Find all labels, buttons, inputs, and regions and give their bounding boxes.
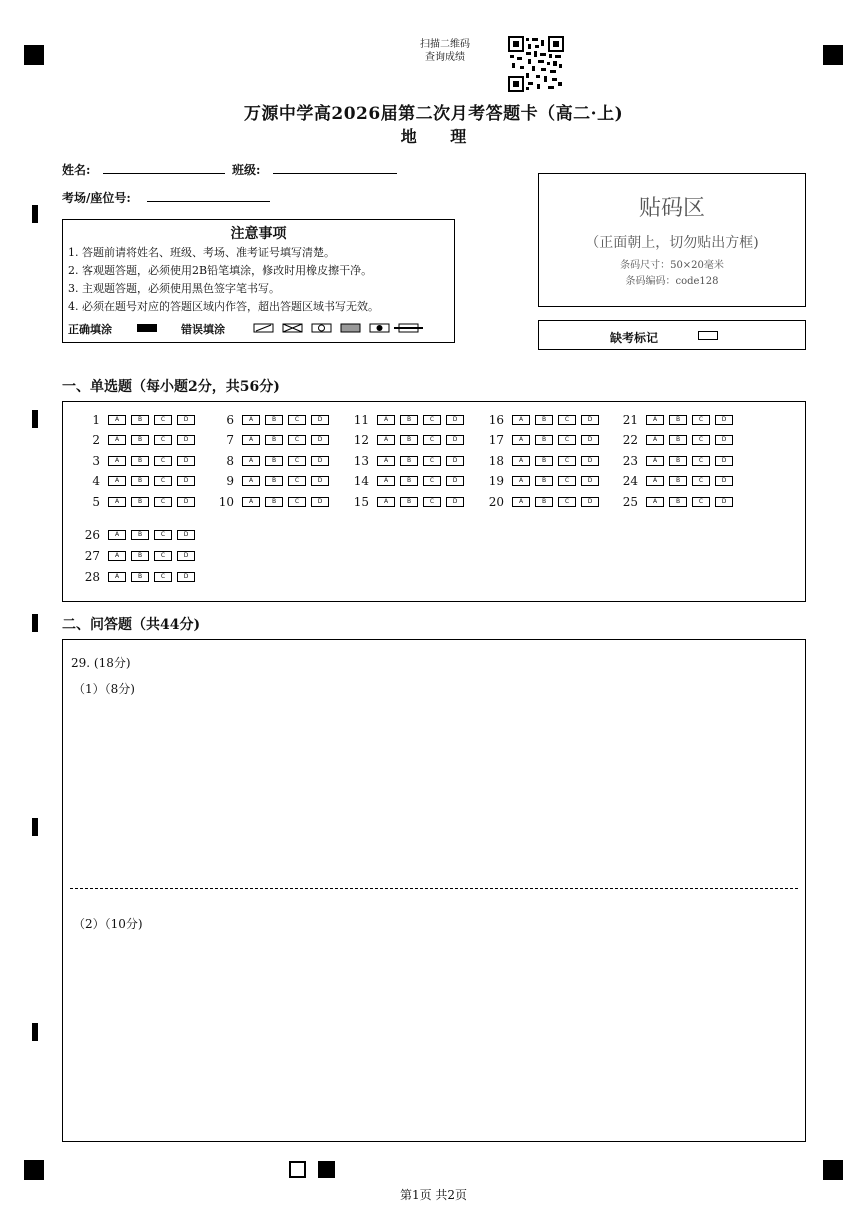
answer-bubble[interactable]: C: [288, 456, 306, 466]
answer-bubble[interactable]: A: [377, 497, 395, 507]
part-divider: [70, 888, 798, 889]
class-label: 班级:: [232, 163, 261, 177]
registration-mark-top-left: [24, 45, 44, 65]
answer-bubble[interactable]: D: [446, 476, 464, 486]
answer-bubble[interactable]: D: [177, 415, 195, 425]
answer-bubble[interactable]: C: [154, 497, 172, 507]
answer-bubble[interactable]: C: [288, 415, 306, 425]
correct-fill-label: 正确填涂: [68, 323, 112, 336]
question-number: 5: [92, 495, 100, 509]
note-item: 1. 答题前请将姓名、班级、考场、准考证号填写清楚。: [68, 246, 335, 259]
answer-bubble[interactable]: D: [177, 530, 195, 540]
barcode-area: [538, 173, 806, 307]
answer-bubble[interactable]: A: [108, 435, 126, 445]
answer-bubble[interactable]: C: [692, 456, 710, 466]
seat-field[interactable]: [147, 201, 270, 202]
answer-bubble[interactable]: B: [131, 530, 149, 540]
barcode-area-title: 贴码区: [638, 196, 705, 221]
answer-bubble[interactable]: A: [108, 530, 126, 540]
question-number: 22: [622, 433, 638, 447]
answer-bubble[interactable]: D: [311, 497, 329, 507]
name-label: 姓名:: [62, 163, 91, 177]
question-number: 27: [84, 549, 100, 563]
answer-bubble[interactable]: A: [646, 497, 664, 507]
answer-bubble[interactable]: D: [581, 415, 599, 425]
answer-bubble[interactable]: C: [423, 497, 441, 507]
answer-bubble[interactable]: B: [669, 435, 687, 445]
registration-mark-top-right: [823, 45, 843, 65]
answer-bubble[interactable]: C: [154, 551, 172, 561]
question-number: 25: [622, 495, 638, 509]
answer-bubble[interactable]: B: [535, 415, 553, 425]
footer-empty-square: [289, 1161, 306, 1178]
part-2-label: （2）（10分): [73, 917, 143, 931]
note-item: 4. 必须在题号对应的答题区域内作答，超出答题区域书写无效。: [68, 300, 379, 313]
question-number: 12: [353, 433, 369, 447]
answer-bubble[interactable]: D: [177, 572, 195, 582]
answer-bubble[interactable]: C: [558, 435, 576, 445]
subject-title: 地 理: [400, 127, 481, 146]
answer-bubble[interactable]: D: [715, 415, 733, 425]
answer-bubble[interactable]: C: [154, 456, 172, 466]
answer-bubble[interactable]: B: [131, 415, 149, 425]
answer-bubble[interactable]: D: [177, 551, 195, 561]
question-number: 16: [488, 413, 504, 427]
answer-bubble[interactable]: A: [512, 476, 530, 486]
answer-bubble[interactable]: B: [265, 476, 283, 486]
question-number: 11: [353, 413, 369, 427]
answer-bubble[interactable]: A: [377, 476, 395, 486]
answer-bubble[interactable]: D: [177, 476, 195, 486]
answer-bubble[interactable]: B: [535, 497, 553, 507]
answer-bubble[interactable]: C: [288, 435, 306, 445]
answer-bubble[interactable]: A: [242, 476, 260, 486]
answer-bubble[interactable]: C: [558, 415, 576, 425]
question-number: 2: [92, 433, 100, 447]
answer-bubble[interactable]: D: [446, 497, 464, 507]
answer-bubble[interactable]: C: [288, 497, 306, 507]
answer-bubble[interactable]: B: [669, 476, 687, 486]
answer-bubble[interactable]: A: [242, 435, 260, 445]
answer-bubble[interactable]: C: [692, 497, 710, 507]
absent-mark-box: [538, 320, 806, 350]
page-number: 第1页 共2页: [399, 1188, 468, 1202]
question-number: 24: [622, 474, 638, 488]
correct-fill-example: [137, 324, 157, 332]
answer-bubble[interactable]: C: [558, 476, 576, 486]
answer-bubble[interactable]: B: [265, 456, 283, 466]
answer-bubble[interactable]: D: [715, 456, 733, 466]
section2-title: 二、问答题（共44分): [62, 617, 201, 633]
answer-bubble[interactable]: B: [400, 456, 418, 466]
question-number: 4: [92, 474, 100, 488]
answer-bubble[interactable]: A: [646, 435, 664, 445]
answer-bubble[interactable]: D: [581, 435, 599, 445]
notes-box: [62, 219, 455, 343]
answer-bubble[interactable]: B: [400, 415, 418, 425]
answer-bubble[interactable]: D: [715, 435, 733, 445]
answer-bubble[interactable]: D: [311, 415, 329, 425]
question-number: 3: [92, 454, 100, 468]
question-number: 1: [92, 413, 100, 427]
wrong-fill-label: 错误填涂: [181, 323, 225, 336]
absent-checkbox[interactable]: [698, 331, 718, 340]
answer-bubble[interactable]: A: [377, 435, 395, 445]
answer-bubble[interactable]: A: [242, 415, 260, 425]
answer-bubble[interactable]: B: [669, 415, 687, 425]
question-number: 7: [226, 433, 234, 447]
answer-bubble[interactable]: D: [581, 476, 599, 486]
question-29-label: 29. (18分): [71, 656, 131, 670]
question-number: 10: [218, 495, 234, 509]
question-number: 18: [488, 454, 504, 468]
answer-bubble[interactable]: B: [400, 476, 418, 486]
timing-mark: [32, 818, 38, 836]
registration-mark-bottom-right: [823, 1160, 843, 1180]
answer-bubble[interactable]: A: [108, 476, 126, 486]
part-1-label: （1）（8分): [73, 682, 135, 696]
question-number: 23: [622, 454, 638, 468]
answer-bubble[interactable]: A: [242, 456, 260, 466]
answer-bubble[interactable]: B: [131, 435, 149, 445]
answer-bubble[interactable]: A: [108, 572, 126, 582]
answer-bubble[interactable]: A: [242, 497, 260, 507]
absent-label: 缺考标记: [610, 331, 659, 345]
note-item: 2. 客观题答题，必须使用2B铅笔填涂，修改时用橡皮擦干净。: [68, 264, 373, 277]
answer-bubble[interactable]: C: [154, 415, 172, 425]
qr-caption-line2: 查询成绩: [425, 52, 465, 63]
question-number: 9: [226, 474, 234, 488]
answer-bubble[interactable]: C: [154, 530, 172, 540]
answer-bubble[interactable]: D: [581, 497, 599, 507]
answer-bubble[interactable]: C: [558, 497, 576, 507]
answer-bubble[interactable]: A: [512, 497, 530, 507]
question-number: 28: [84, 570, 100, 584]
answer-bubble[interactable]: C: [423, 435, 441, 445]
answer-bubble[interactable]: B: [131, 572, 149, 582]
answer-bubble[interactable]: B: [400, 497, 418, 507]
answer-bubble[interactable]: D: [446, 456, 464, 466]
class-field[interactable]: [273, 173, 397, 174]
answer-bubble[interactable]: B: [400, 435, 418, 445]
answer-bubble[interactable]: B: [265, 415, 283, 425]
page-title: 万源中学高2026届第二次月考答题卡（高二·上): [243, 104, 624, 124]
answer-bubble[interactable]: C: [423, 476, 441, 486]
answer-bubble[interactable]: C: [423, 415, 441, 425]
question-number: 13: [353, 454, 369, 468]
answer-bubble[interactable]: A: [646, 456, 664, 466]
answer-bubble[interactable]: D: [715, 476, 733, 486]
answer-bubble[interactable]: D: [446, 415, 464, 425]
barcode-size: 条码尺寸：50×20毫米: [620, 260, 724, 271]
qr-caption: [410, 38, 480, 64]
answer-bubble[interactable]: C: [423, 456, 441, 466]
question-number: 21: [622, 413, 638, 427]
answer-bubble[interactable]: B: [265, 497, 283, 507]
question-number: 6: [226, 413, 234, 427]
question-number: 14: [353, 474, 369, 488]
timing-mark: [32, 1023, 38, 1041]
qr-caption-line1: 扫描二维码: [420, 39, 470, 50]
answer-bubble[interactable]: A: [108, 456, 126, 466]
timing-mark: [32, 205, 38, 223]
answer-bubble[interactable]: C: [692, 476, 710, 486]
answer-bubble[interactable]: B: [131, 551, 149, 561]
footer-filled-square: [318, 1161, 335, 1178]
answer-bubble[interactable]: B: [535, 435, 553, 445]
question-number: 17: [488, 433, 504, 447]
barcode-encoding: 条码编码：code128: [625, 276, 719, 287]
answer-bubble[interactable]: B: [265, 435, 283, 445]
answer-bubble[interactable]: C: [154, 572, 172, 582]
answer-bubble[interactable]: D: [177, 435, 195, 445]
answer-bubble[interactable]: C: [154, 435, 172, 445]
answer-bubble[interactable]: D: [715, 497, 733, 507]
answer-bubble[interactable]: A: [377, 415, 395, 425]
answer-bubble[interactable]: B: [131, 476, 149, 486]
question-number: 8: [226, 454, 234, 468]
answer-bubble[interactable]: A: [512, 456, 530, 466]
answer-bubble[interactable]: C: [288, 476, 306, 486]
question-number: 15: [353, 495, 369, 509]
answer-bubble[interactable]: D: [177, 497, 195, 507]
answer-bubble[interactable]: D: [311, 435, 329, 445]
question-number: 26: [84, 528, 100, 542]
seat-label: 考场/座位号:: [62, 191, 131, 205]
barcode-instruction: （正面朝上，切勿贴出方框): [585, 235, 759, 251]
answer-bubble[interactable]: A: [646, 476, 664, 486]
wrong-fill-examples-icon: [253, 322, 425, 334]
answer-bubble[interactable]: A: [108, 415, 126, 425]
answer-bubble[interactable]: D: [311, 456, 329, 466]
question-number: 20: [488, 495, 504, 509]
answer-bubble[interactable]: C: [692, 435, 710, 445]
name-field[interactable]: [103, 173, 225, 174]
registration-mark-bottom-left: [24, 1160, 44, 1180]
section1-title: 一、单选题（每小题2分，共56分): [62, 379, 280, 395]
answer-bubble[interactable]: B: [535, 456, 553, 466]
timing-mark: [32, 614, 38, 632]
answer-bubble[interactable]: C: [692, 415, 710, 425]
answer-bubble[interactable]: A: [108, 551, 126, 561]
answer-bubble[interactable]: A: [646, 415, 664, 425]
note-item: 3. 主观题答题，必须使用黑色签字笔书写。: [68, 282, 280, 295]
answer-bubble[interactable]: A: [108, 497, 126, 507]
answer-bubble[interactable]: A: [512, 435, 530, 445]
essay-answer-area[interactable]: [62, 639, 806, 1142]
answer-bubble[interactable]: B: [131, 497, 149, 507]
answer-bubble[interactable]: D: [311, 476, 329, 486]
answer-bubble[interactable]: D: [581, 456, 599, 466]
answer-bubble[interactable]: C: [558, 456, 576, 466]
answer-bubble[interactable]: C: [154, 476, 172, 486]
answer-bubble[interactable]: A: [512, 415, 530, 425]
answer-bubble[interactable]: D: [177, 456, 195, 466]
answer-bubble[interactable]: B: [535, 476, 553, 486]
answer-bubble[interactable]: B: [669, 456, 687, 466]
answer-bubble[interactable]: A: [377, 456, 395, 466]
timing-mark: [32, 410, 38, 428]
answer-bubble[interactable]: D: [446, 435, 464, 445]
qr-code-icon: [508, 36, 564, 92]
notes-title: 注意事项: [230, 226, 287, 242]
answer-bubble[interactable]: B: [669, 497, 687, 507]
question-number: 19: [488, 474, 504, 488]
answer-bubble[interactable]: B: [131, 456, 149, 466]
